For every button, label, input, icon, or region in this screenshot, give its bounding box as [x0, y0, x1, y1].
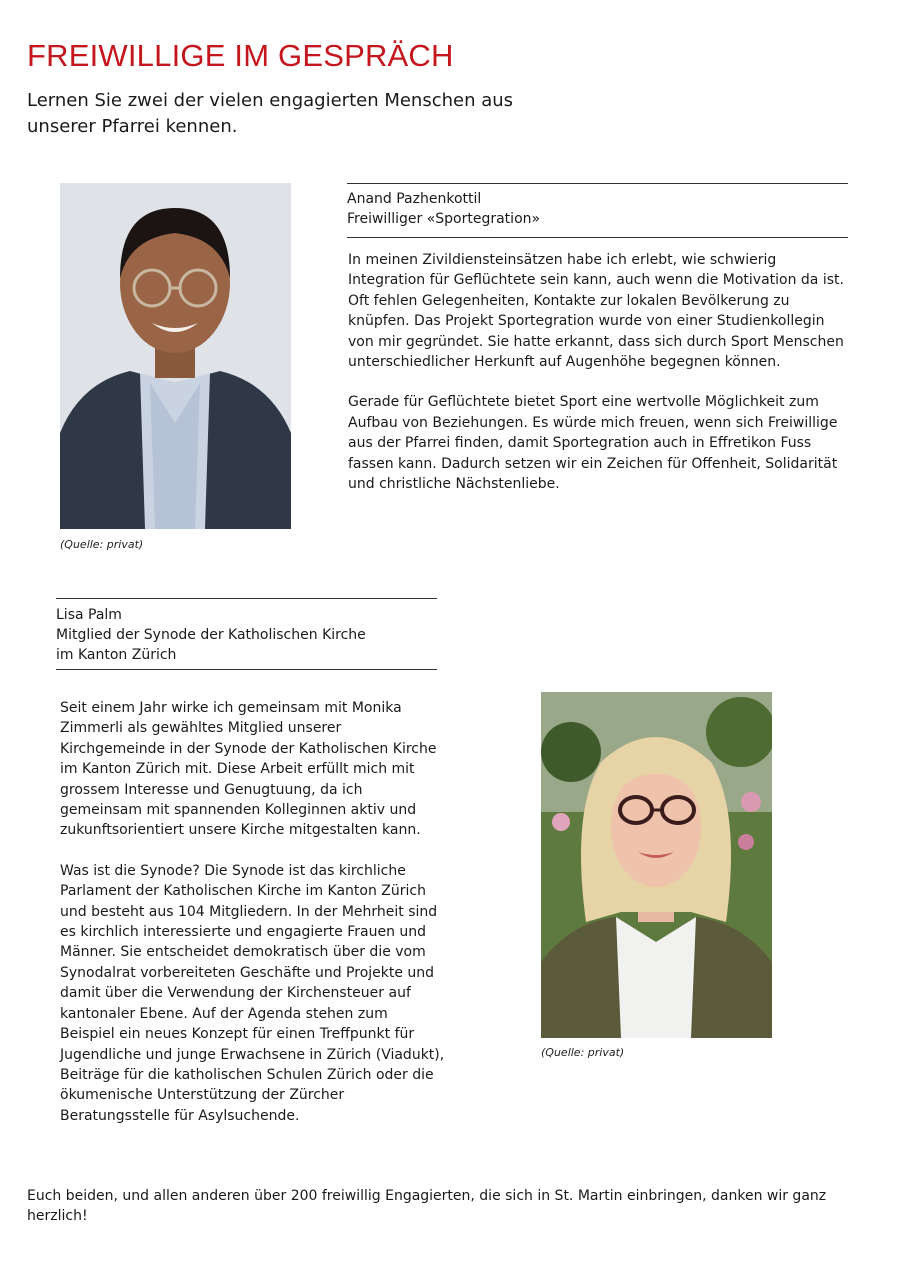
portrait-photo-lisa: [541, 692, 772, 1038]
person-role: Freiwilliger «Sportegration»: [347, 211, 541, 227]
lead-text: Lernen Sie zwei der vielen engagierten Menschen aus unserer Pfarrei kennen.: [27, 90, 514, 137]
person-role: Mitglied der Synode der Katholischen Kirche: [56, 627, 366, 643]
person-name: Lisa Palm: [56, 607, 122, 623]
article-text-lisa: [60, 698, 445, 1146]
photo-caption-anand: (Quelle: privat): [60, 538, 144, 551]
portrait-photo-anand: [60, 183, 291, 529]
paragraph: Was ist die Synode? Die Synode ist das kirchliche Parlament der Katholischen Kirche im Kanton Zürich und besteht aus 104 Mitgliedern. In der Mehrheit sind es kirchlich interessierte und engagierte Frauen und Männer. Sie entscheidet demokratisch über die vom Synodalrat vorbereiteten Geschäfte und Projekte und damit über die Verwendung der Kirchensteuer auf kantonaler Ebene. Auf der Agenda stehen zum Beispiel ein neues Konzept für einen Treffpunkt für Jugendliche und junge Erwachsene in Zürich (Viadukt), Beiträge für die katholischen Schulen Zürich oder die ökumenische Unterstützung der Zürcher Beratungsstelle für Asylsuchende.: [60, 862, 445, 1124]
paragraph: In meinen Zivildiensteinsätzen habe ich erlebt, wie schwierig Integration für Geflüchtete sein kann, auch wenn die Motivation da ist. Oft fehlen Gelegenheiten, Kontakte zur lokalen Bevölkerung zu knüpfen. Das Projekt Sportegration wurde von einer Studienkollegin von mir gegründet. Sie hatte erkannt, dass sich durch Sport Menschen unterschiedlicher Herkunft auf Augenhöhe begegnen können.: [348, 252, 844, 371]
paragraph: Gerade für Geflüchtete bietet Sport eine wertvolle Möglichkeit zum Aufbau von Beziehungen. Es würde mich freuen, wenn sich Freiwillige aus der Pfarrei finden, damit Sportegration auch in Effretikon Fuss fassen kann. Dadurch setzen wir ein Zeichen für Offenheit, Solidarität und christliche Nächstenliebe.: [348, 394, 838, 493]
person-name: Anand Pazhenkottil: [347, 191, 482, 207]
article-text-anand: [348, 250, 848, 514]
person-header-lisa: [56, 598, 437, 670]
photo-caption-lisa: (Quelle: privat): [541, 1046, 625, 1059]
paragraph: Seit einem Jahr wirke ich gemeinsam mit Monika Zimmerli als gewähltes Mitglied unserer Kirchgemeinde in der Synode der Katholischen Kirche im Kanton Zürich mit. Diese Arbeit erfüllt mich mit grossem Interesse und Genugtuung, da ich gemeinsam mit spannenden Kolleginnen aktiv und zukunftsorientiert unsere Kirche mitgestalten kann.: [60, 700, 437, 839]
person-role: im Kanton Zürich: [56, 647, 177, 663]
person-header-anand: [347, 183, 848, 238]
page-title: FREIWILLIGE IM GESPRÄCH: [27, 38, 454, 73]
closing-text: Euch beiden, und allen anderen über 200 freiwillig Engagierten, die sich in St. Martin einbringen, danken wir ganz herzlich!: [27, 1188, 827, 1224]
